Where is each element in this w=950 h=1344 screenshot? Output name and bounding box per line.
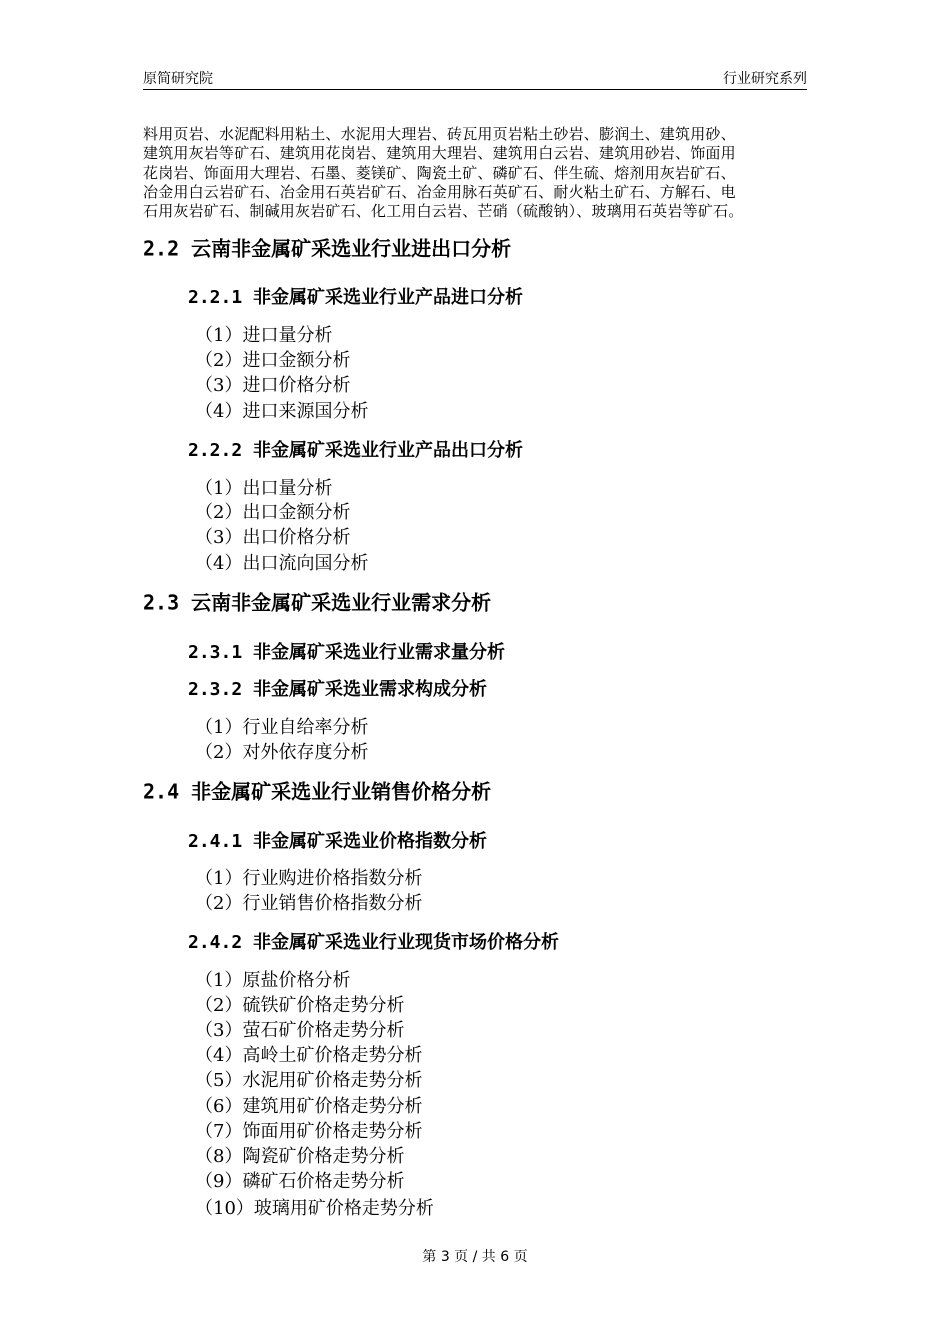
paragraph-line: 料用页岩、水泥配料用粘土、水泥用大理岩、砖瓦用页岩粘土砂岩、膨润土、建筑用砂、	[143, 125, 736, 143]
paragraph-line: 花岗岩、饰面用大理岩、石墨、菱镁矿、陶瓷土矿、磷矿石、伴生硫、熔剂用灰岩矿石、	[143, 163, 736, 182]
page-footer: 第 3 页 / 共 6 页	[422, 1249, 528, 1265]
subsection-heading: 2.2.1 非金属矿采选业行业产品进口分析	[188, 287, 524, 308]
outline-item: （1）进口量分析	[195, 325, 333, 346]
outline-item: （5）水泥用矿价格走势分析	[195, 1070, 423, 1091]
outline-item: （2）行业销售价格指数分析	[195, 893, 423, 914]
paragraph-line: 冶金用白云岩矿石、冶金用石英岩矿石、冶金用脉石英矿石、耐火粘土矿石、方解石、电	[143, 182, 736, 201]
subsection-heading: 2.3.2 非金属矿采选业需求构成分析	[188, 679, 488, 700]
subsection-heading: 2.4.1 非金属矿采选业价格指数分析	[188, 831, 488, 852]
subsection-heading: 2.2.2 非金属矿采选业行业产品出口分析	[188, 440, 524, 461]
outline-item: （3）进口价格分析	[195, 375, 351, 396]
subsection-heading: 2.3.1 非金属矿采选业行业需求量分析	[188, 642, 506, 663]
outline-item: （9）磷矿石价格走势分析	[195, 1171, 405, 1192]
outline-item: （8）陶瓷矿价格走势分析	[195, 1146, 405, 1167]
outline-item: （1）原盐价格分析	[195, 970, 351, 991]
outline-item: （3）萤石矿价格走势分析	[195, 1020, 405, 1041]
header-org: 原简研究院	[143, 71, 213, 87]
outline-item: （4）出口流向国分析	[195, 553, 369, 574]
outline-item: （2）进口金额分析	[195, 350, 351, 371]
section-heading: 2.2 云南非金属矿采选业行业进出口分析	[143, 236, 512, 261]
outline-item: （1）出口量分析	[195, 478, 333, 499]
outline-item: （1）行业购进价格指数分析	[195, 868, 423, 889]
outline-item: （3）出口价格分析	[195, 527, 351, 548]
outline-item: （1）行业自给率分析	[195, 717, 369, 738]
subsection-heading: 2.4.2 非金属矿采选业行业现货市场价格分析	[188, 932, 560, 953]
header-series: 行业研究系列	[723, 71, 807, 87]
paragraph-line: 石用灰岩矿石、制碱用灰岩矿石、化工用白云岩、芒硝（硫酸钠）、玻璃用石英岩等矿石。	[143, 202, 744, 221]
header-divider	[143, 89, 807, 90]
outline-item: （6）建筑用矿价格走势分析	[195, 1096, 423, 1117]
section-heading: 2.3 云南非金属矿采选业行业需求分析	[143, 590, 492, 615]
outline-item: （2）硫铁矿价格走势分析	[195, 995, 405, 1016]
outline-item: （10）玻璃用矿价格走势分析	[195, 1198, 434, 1219]
section-heading: 2.4 非金属矿采选业行业销售价格分析	[143, 779, 492, 804]
outline-item: （7）饰面用矿价格走势分析	[195, 1121, 423, 1142]
outline-item: （4）进口来源国分析	[195, 401, 369, 422]
outline-item: （2）出口金额分析	[195, 502, 351, 523]
paragraph-line: 建筑用灰岩等矿石、建筑用花岗岩、建筑用大理岩、建筑用白云岩、建筑用砂岩、饰面用	[143, 144, 736, 163]
outline-item: （4）高岭土矿价格走势分析	[195, 1045, 423, 1066]
outline-item: （2）对外依存度分析	[195, 742, 369, 763]
